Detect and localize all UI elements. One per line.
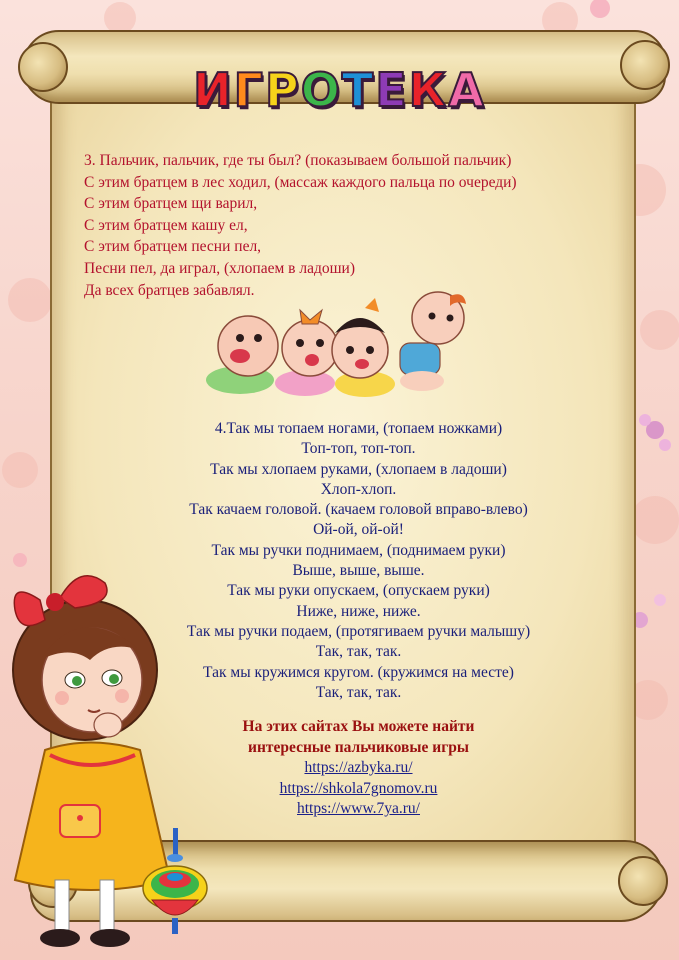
verse-4-line: Так качаем головой. (качаем головой вправо-влево) xyxy=(189,501,528,519)
verse-4-line: Так мы ручки подаем, (протягиваем ручки малышу) xyxy=(186,622,531,640)
verse-4-line: Выше, выше, выше. xyxy=(292,562,425,580)
verse-4-line: Так, так, так. xyxy=(315,643,402,661)
verse-4-line: 4.Так мы топаем ногами, (топаем ножками) xyxy=(214,420,503,437)
sites-note-line-2: интересные пальчиковые игры xyxy=(248,738,469,756)
verse-4-line: Так мы кружимся кругом. (кружимся на месте) xyxy=(203,663,514,681)
spinning-top-illustration xyxy=(140,828,210,938)
verse-3-line: С этим братцем щи варил, xyxy=(84,195,258,213)
page-title xyxy=(0,62,679,118)
scroll-curl-icon xyxy=(618,856,668,906)
sites-note-line-1: На этих сайтах Вы можете найти xyxy=(242,718,475,735)
title-letter: Т xyxy=(341,63,376,117)
title-letter: Г xyxy=(233,63,265,117)
verse-4-line: Ниже, ниже, ниже. xyxy=(296,602,421,620)
verse-3-line: С этим братцем в лес ходил, (массаж каждого пальца по очереди) xyxy=(84,173,517,191)
verse-3 xyxy=(84,150,604,301)
verse-3-line: 3. Пальчик, пальчик, где ты был? (показываем большой пальчик) xyxy=(84,152,512,169)
verse-3-line: Песни пел, да играл, (хлопаем в ладоши) xyxy=(84,259,355,277)
link-shkola7gnomov[interactable]: https://shkola7gnomov.ru xyxy=(279,779,438,797)
title-letter: А xyxy=(448,63,486,117)
title-letter: И xyxy=(193,63,234,117)
title-letter: Р xyxy=(264,63,301,117)
verse-3-line: С этим братцем песни пел, xyxy=(84,238,262,256)
title-letter: О xyxy=(300,63,342,117)
title-letter: Е xyxy=(375,63,409,117)
crawling-babies-illustration xyxy=(200,288,480,403)
verse-4-line: Так мы руки опускаем, (опускаем руки) xyxy=(227,582,490,600)
verse-3-line: С этим братцем кашу ел, xyxy=(84,216,248,234)
verse-4-line: Так, так, так. xyxy=(315,683,402,701)
link-azbyka[interactable]: https://azbyka.ru/ xyxy=(304,759,413,776)
verse-4-line: Топ-топ, топ-топ. xyxy=(301,440,416,458)
verse-4-line: Так мы ручки поднимаем, (поднимаем руки) xyxy=(211,541,506,559)
verse-3-line: Да всех братцев забавлял. xyxy=(84,281,255,299)
title-letter: К xyxy=(408,63,449,117)
verse-4-line: Хлоп-хлоп. xyxy=(320,480,397,498)
verse-4-line: Ой-ой, ой-ой! xyxy=(313,521,404,539)
link-7ya[interactable]: https://www.7ya.ru/ xyxy=(297,800,420,817)
verse-4-line: Так мы хлопаем руками, (хлопаем в ладоши) xyxy=(210,460,507,478)
